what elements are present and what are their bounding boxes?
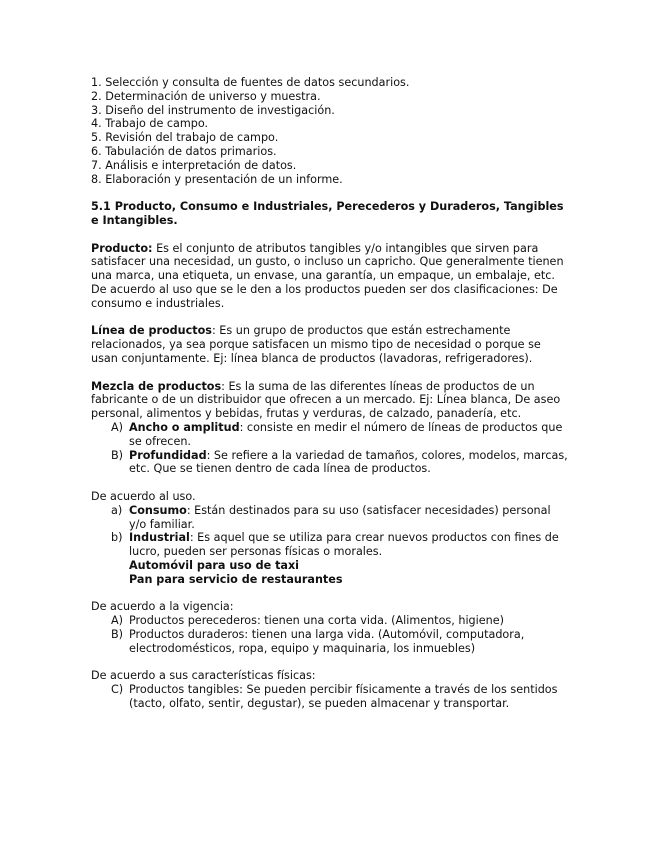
list-item: B) Productos duraderos: tienen una larga vida. (Automóvil, computadora, electrodomésticos, ropa, equipo y maquinaria, los inmuebles) bbox=[111, 627, 525, 655]
list-item: 4. Trabajo de campo. bbox=[91, 117, 209, 131]
mezcla-paragraph bbox=[91, 380, 571, 421]
list-marker: B) bbox=[111, 627, 124, 641]
list-item: C) Productos tangibles: Se pueden percibir físicamente a través de los sentidos (tacto, olfato, sentir, degustar), se pueden almacenar y transportar. bbox=[111, 683, 558, 710]
list-item: 6. Tabulación de datos primarios. bbox=[91, 144, 277, 158]
list-marker: B) bbox=[111, 448, 124, 462]
linea-text: : Es un grupo de productos que están estrechamente relacionados, ya sea porque satisfacen un mismo tipo de necesidad o porque se usan conjuntamente. Ej: línea blanca de productos (lavadoras, refrigeradores). bbox=[91, 324, 541, 365]
list-item: B) Profundidad: Se refiere a la variedad de tamaños, colores, modelos, marcas, etc. Que se tienen dentro de cada línea de productos. bbox=[111, 448, 568, 476]
producto-term: Producto: bbox=[91, 241, 153, 255]
list-marker: A) bbox=[111, 614, 124, 628]
example-line: Pan para servicio de restaurantes bbox=[129, 572, 343, 586]
mezcla-term: Mezcla de productos bbox=[91, 379, 222, 393]
list-item: 7. Análisis e interpretación de datos. bbox=[91, 158, 297, 172]
list-marker: a) bbox=[111, 503, 123, 517]
list-item: 3. Diseño del instrumento de investigación. bbox=[91, 103, 335, 117]
producto-text: Es el conjunto de atributos tangibles y/o intangibles que sirven para satisfacer una necesidad, un gusto, o incluso un capricho. Que generalmente tienen una marca, una etiqueta, un envase, una garantía, un empaque, un embalaje, etc. De acuerdo al uso que se le den a los productos pueden ser dos clasificaciones: De consumo e industriales. bbox=[91, 241, 564, 310]
steps-list bbox=[91, 76, 571, 186]
mezcla-text: : Es la suma de las diferentes líneas de productos de un fabricante o de un distribuidor que ofrecen a un mercado. Ej: Línea blanca, De aseo personal, alimentos y bebidas, frutas y verduras, de calzado, panadería, etc. bbox=[91, 379, 561, 421]
list-marker: C) bbox=[111, 683, 124, 697]
list-item: A) Productos perecederos: tienen una corta vida. (Alimentos, higiene) bbox=[111, 614, 504, 628]
example-line: Automóvil para uso de taxi bbox=[129, 558, 300, 572]
list-item: 5. Revisión del trabajo de campo. bbox=[91, 131, 279, 145]
uso-intro: De acuerdo al uso. bbox=[91, 489, 196, 503]
list-marker: A) bbox=[111, 420, 124, 434]
producto-paragraph bbox=[91, 242, 571, 311]
linea-paragraph bbox=[91, 324, 571, 365]
list-item: A) Ancho o amplitud: consiste en medir el número de líneas de productos que se ofrecen. bbox=[111, 420, 563, 448]
list-marker: b) bbox=[111, 531, 123, 545]
list-item: 2. Determinación de universo y muestra. bbox=[91, 89, 321, 103]
list-item: a) Consumo: Están destinados para su uso (satisfacer necesidades) personal y/o familiar. bbox=[111, 503, 551, 531]
list-item: 8. Elaboración y presentación de un informe. bbox=[91, 172, 343, 186]
fisicas-intro: De acuerdo a sus características físicas: bbox=[91, 669, 316, 683]
vigencia-intro: De acuerdo a la vigencia: bbox=[91, 600, 234, 614]
document-body bbox=[91, 76, 571, 711]
list-item: 1. Selección y consulta de fuentes de datos secundarios. bbox=[91, 76, 410, 89]
section-heading: 5.1 Producto, Consumo e Industriales, Perecederos y Duraderos, Tangibles e Intangibles. bbox=[91, 200, 564, 227]
linea-term: Línea de productos bbox=[91, 324, 212, 338]
list-item: b) Industrial: Es aquel que se utiliza para crear nuevos productos con fines de lucro, pueden ser personas físicas o morales. bbox=[111, 531, 559, 559]
